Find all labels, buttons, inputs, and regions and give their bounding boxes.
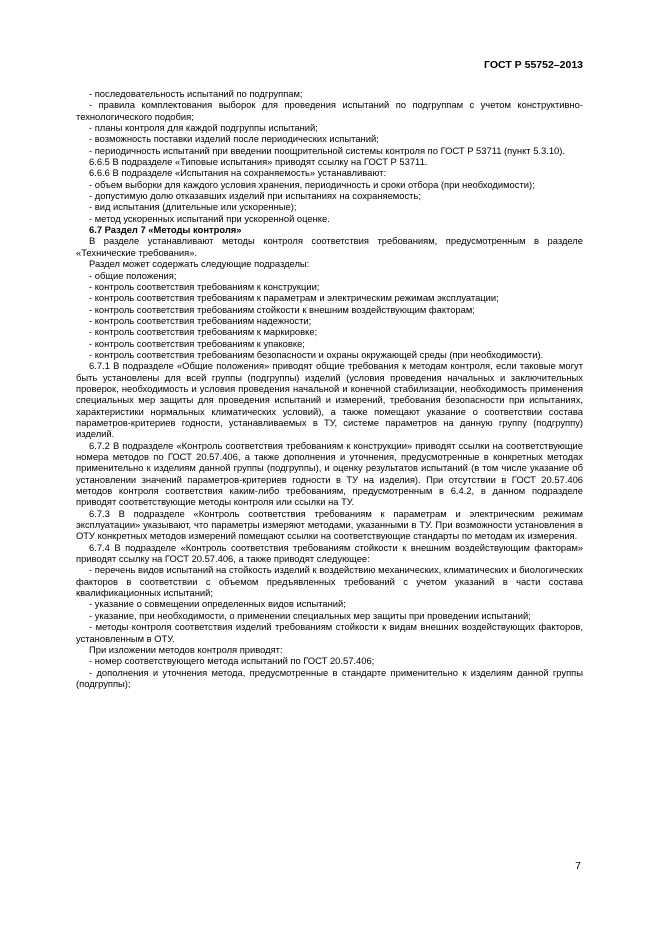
paragraph: Раздел может содержать следующие подразделы: [89,258,310,270]
section-heading: 6.7 Раздел 7 «Методы контроля» [89,224,242,236]
paragraph: - контроль соответствия требованиям к параметрам и электрическим режимам эксплуатации; [89,292,499,304]
paragraph: 6.6.6 В подразделе «Испытания на сохраняемость» устанавливают: [89,167,387,179]
page-number: 7 [575,860,581,872]
paragraph: - контроль соответствия требованиям безопасности и охраны окружающей среды (при необходимости). [89,348,544,360]
paragraph: - последовательность испытаний по подгруппам; [89,88,303,99]
paragraph: 6.7.2 В подразделе «Контроль соответствия требованиям к конструкции» приводят ссылки на соответствующие номера методов по ГОСТ 20.57.406, а также дополнения и уточнения, предусмотренные в конкретных методах применительно к изделиям данной группы (подгруппы), и оценку результатов испытаний (в том числе указание об установлении значений параметров-критериев годности в ТУ на изделия). При отсутствии в ГОСТ 20.57.406 методов контроля соответствия каким-либо требованиям, предусмотренным в 6.4.2, в данном подразделе приводят соответствующие методы контроля или ссылки на ТУ. [76,439,583,508]
paragraph: - перечень видов испытаний на стойкость изделий к воздействию механических, климатических и биологических факторов в соответствии с объемом предъявленных требований с учетом указаний в части состава квалификационных испытаний; [76,564,583,599]
paragraph: - допустимую долю отказавших изделий при испытаниях на сохраняемость; [89,190,421,202]
paragraph: - контроль соответствия требованиям к конструкции; [89,280,320,292]
paragraph: 6.7.4 В подразделе «Контроль соответствия требованиям стойкости к внешним воздействующим факторам» приводят ссылку на ГОСТ 20.57.406, а также приводят следующее: [76,541,583,565]
paragraph: 6.7.1 В подразделе «Общие положения» приводят общие требования к методам контроля, если таковые могут быть установлены для всей группы (подгруппы) изделий (условия проведения начальных и заключительных проверок, необходимость и условия проведения начальной и конечной стабилизации, необходимость применения специальных мер защиты для проведения испытаний и измерений, требования безопасности при испытаниях, характеристики нормальных климатических условий), а также помещают указание о соответствии состава параметров-критериев годности, устанавливаемых в ТУ, системе параметров на данную группу (подгруппу) изделий. [76,360,583,440]
paragraph: - номер соответствующего метода испытаний по ГОСТ 20.57.406; [89,655,375,667]
paragraph: - контроль соответствия требованиям к маркировке; [89,326,318,338]
paragraph: 6.6.5 В подразделе «Типовые испытания» приводят ссылку на ГОСТ Р 53711. [89,156,428,168]
paragraph: - периодичность испытаний при введении поощрительной системы контроля по ГОСТ Р 53711 (пункт 5.3.10). [89,144,565,156]
paragraph: - общие положения; [89,269,177,281]
paragraph: 6.7.3 В подразделе «Контроль соответствия требованиям к параметрам и электрическим режимам эксплуатации» указывают, что параметры измеряют методами, указанными в ТУ. При возможности установления в ОТУ конкретных методов измерений помещают ссылки на соответствующие стандарты по методам их измерения. [76,507,583,542]
paragraph: - правила комплектования выборок для проведения испытаний по подгруппам с учетом конструктивно-технологического подобия; [76,99,583,122]
paragraph: В разделе устанавливают методы контроля соответствия требованиям, предусмотренным в разделе «Технические требования». [76,235,583,258]
document-header: ГОСТ Р 55752–2013 [484,59,583,71]
paragraph: - контроль соответствия требованиям надежности; [89,314,312,326]
paragraph: - указание о совмещении определенных видов испытаний; [89,598,346,610]
paragraph: При изложении методов контроля приводят: [89,643,283,655]
paragraph: - вид испытания (длительные или ускоренные); [89,201,297,213]
paragraph: - объем выборки для каждого условия хранения, периодичность и сроки отбора (при необходимости); [89,178,535,190]
paragraph: - контроль соответствия требованиям стойкости к внешним воздействующим факторам; [89,303,475,315]
paragraph: - методы контроля соответствия изделий требованиям стойкости к видам внешних воздействующих факторов, установленным в ОТУ. [76,621,583,644]
document-body [76,88,583,689]
paragraph: - дополнения и уточнения метода, предусмотренные в стандарте применительно к изделиям данной группы (подгруппы); [76,666,583,689]
paragraph: - метод ускоренных испытаний при ускоренной оценке. [89,212,330,224]
paragraph: - возможность поставки изделий после периодических испытаний; [89,133,379,145]
paragraph: - контроль соответствия требованиям к упаковке; [89,337,305,349]
paragraph: - указание, при необходимости, о применении специальных мер защиты при проведении испытаний; [89,609,531,621]
paragraph: - планы контроля для каждой подгруппы испытаний; [89,122,318,134]
